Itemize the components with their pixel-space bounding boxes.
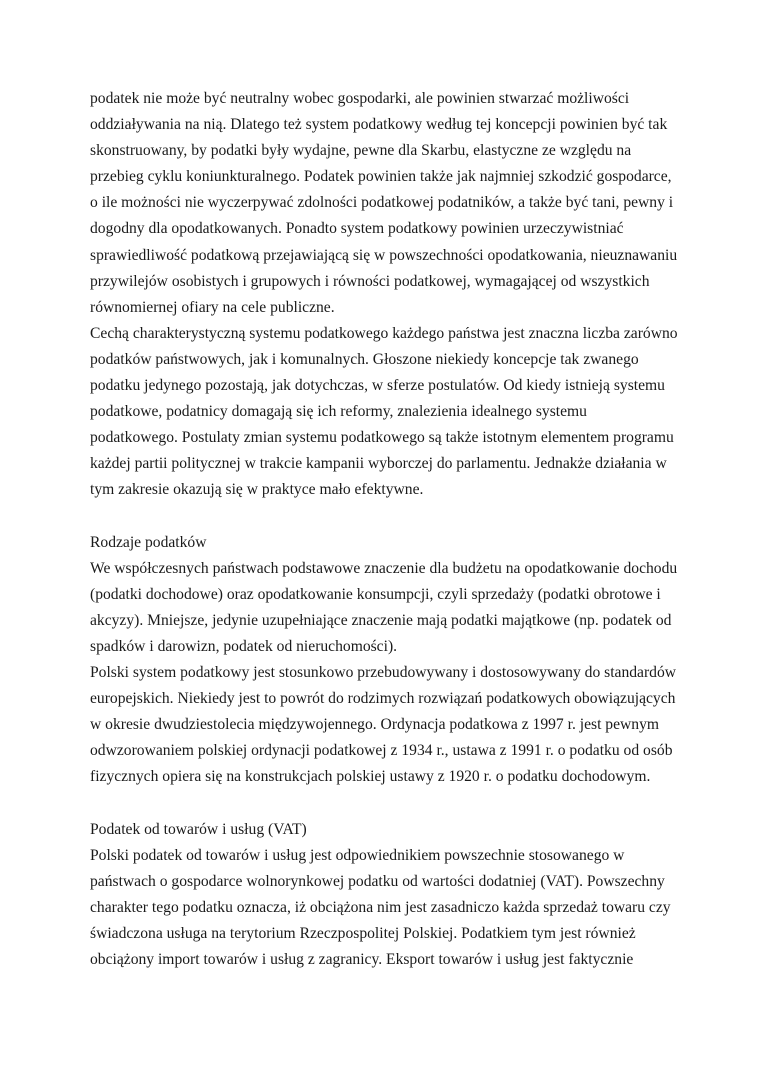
- paragraph: [90, 321, 690, 504]
- heading-text: Podatek od towarów i usług (VAT): [90, 820, 307, 838]
- text-line: podatków państwowych, jak i komunalnych. Głoszone niekiedy koncepcje tak zwanego: [90, 350, 639, 368]
- text-line: sprawiedliwość podatkową przejawiającą się w powszechności opodatkowania, nieuznawaniu: [90, 246, 678, 264]
- text-line: podatek nie może być neutralny wobec gospodarki, ale powinien stwarzać możliwości: [90, 90, 630, 107]
- text-line: w okresie dwudziestolecia międzywojennego. Ordynacja podatkowa z 1997 r. jest pewnym: [90, 716, 660, 734]
- text-line: (podatki dochodowe) oraz opodatkowanie konsumpcji, czyli sprzedaży (podatki obrotowe i: [90, 585, 661, 603]
- text-line: każdej partii politycznej w trakcie kampanii wyborczej do parlamentu. Jednakże działania w: [90, 455, 667, 473]
- text-line: Cechą charakterystyczną systemu podatkowego każdego państwa jest znaczna liczba zarówno: [90, 324, 678, 342]
- text-line: spadków i darowizn, podatek od nieruchomości).: [90, 637, 398, 655]
- paragraph: [90, 843, 690, 973]
- text-line: obciążony import towarów i usług z zagranicy. Eksport towarów i usług jest faktycznie: [90, 951, 634, 969]
- text-line: podatkowe, podatnicy domagają się ich reformy, znalezienia idealnego systemu: [90, 403, 587, 421]
- text-line: o ile możności nie wyczerpywać zdolności podatkowej podatników, a także być tani, pewny i: [90, 194, 674, 212]
- text-line: akcyzy). Mniejsze, jedynie uzupełniające znaczenie mają podatki majątkowe (np. podatek od: [90, 611, 672, 629]
- paragraph: [90, 86, 690, 321]
- text-line: dogodny dla opodatkowanych. Ponadto system podatkowy powinien urzeczywistniać: [90, 220, 624, 238]
- text-line: fizycznych opiera się na konstrukcjach polskiej ustawy z 1920 r. o podatku dochodowym.: [90, 768, 651, 786]
- paragraph: [90, 660, 690, 790]
- blank-line: [90, 504, 690, 530]
- text-line: We współczesnych państwach podstawowe znaczenie dla budżetu na opodatkowanie dochodu: [90, 559, 678, 577]
- text-line: tym zakresie okazują się w praktyce mało efektywne.: [90, 481, 424, 499]
- text-line: przebieg cyklu koniunkturalnego. Podatek powinien także jak najmniej szkodzić gospodarce,: [90, 168, 672, 186]
- text-line: świadczona usługa na terytorium Rzeczpospolitej Polskiej. Podatkiem tym jest również: [90, 925, 636, 942]
- text-line: europejskich. Niekiedy jest to powrót do rodzimych rozwiązań podatkowych obowiązujących: [90, 690, 676, 708]
- heading-text: Rodzaje podatków: [90, 533, 207, 551]
- text-line: Polski podatek od towarów i usług jest odpowiednikiem powszechnie stosowanego w: [90, 846, 625, 864]
- section-heading: [90, 817, 690, 843]
- document-body: [90, 86, 690, 973]
- text-line: podatkowego. Postulaty zmian systemu podatkowego są także istotnym elementem programu: [90, 429, 674, 447]
- text-line: odwzorowaniem polskiej ordynacji podatkowej z 1934 r., ustawa z 1991 r. o podatku od osób: [90, 742, 673, 760]
- text-line: podatku jedynego pozostają, jak dotychczas, w sferze postulatów. Od kiedy istnieją systemu: [90, 377, 665, 395]
- text-line: państwach o gospodarce wolnorynkowej podatku od wartości dodatniej (VAT). Powszechny: [90, 872, 665, 890]
- text-line: oddziaływania na nią. Dlatego też system podatkowy według tej koncepcji powinien być tak: [90, 116, 668, 134]
- blank-line: [90, 791, 690, 817]
- text-line: charakter tego podatku oznacza, iż obciążona nim jest zasadniczo każda sprzedaż towaru czy: [90, 898, 671, 916]
- paragraph: [90, 556, 690, 660]
- text-line: równomiernej ofiary na cele publiczne.: [90, 298, 335, 316]
- text-line: skonstruowany, by podatki były wydajne, pewne dla Skarbu, elastyczne ze względu na: [90, 142, 632, 160]
- text-line: przywilejów osobistych i grupowych i równości podatkowej, wymagającej od wszystkich: [90, 272, 650, 290]
- text-line: Polski system podatkowy jest stosunkowo przebudowywany i dostosowywany do standardów: [90, 664, 677, 682]
- section-heading: [90, 530, 690, 556]
